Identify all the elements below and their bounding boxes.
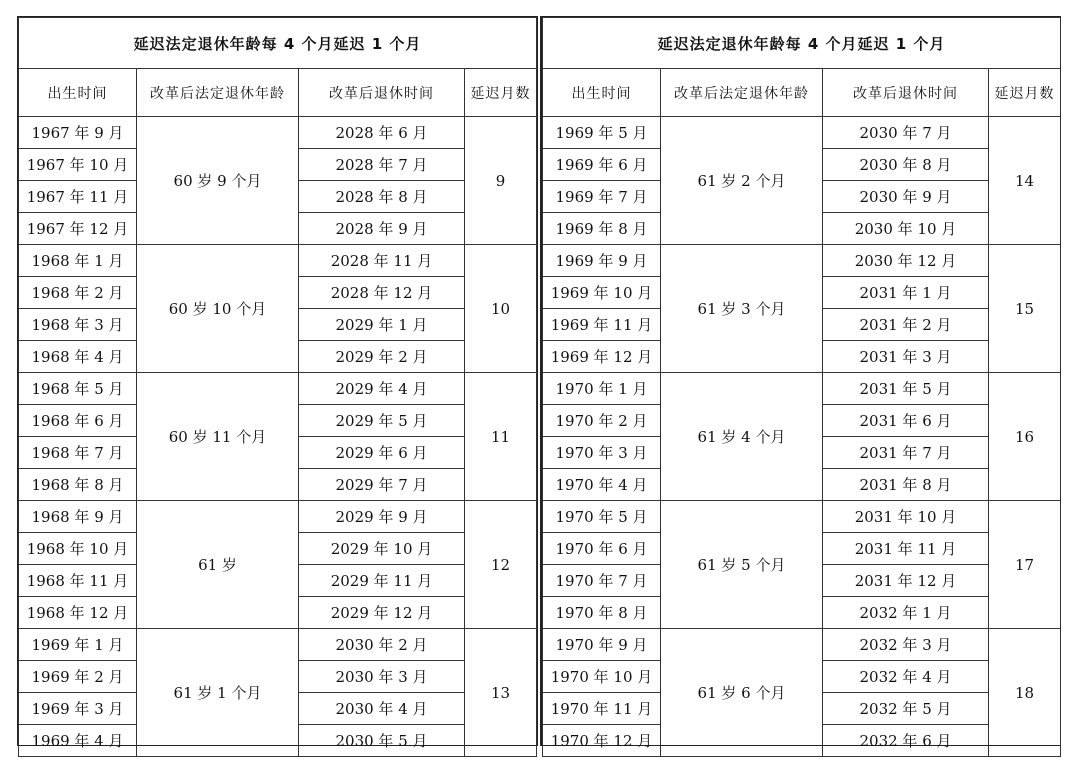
retirement-age-cell: 60 岁 10 个月 (137, 245, 299, 373)
birth-date-cell: 1968 年 1 月 (19, 245, 137, 277)
retirement-date-cell: 2031 年 1 月 (823, 277, 989, 309)
birth-date-cell: 1968 年 9 月 (19, 501, 137, 533)
birth-date-cell: 1967 年 12 月 (19, 213, 137, 245)
table-row (19, 501, 537, 533)
birth-date-cell: 1969 年 8 月 (543, 213, 661, 245)
birth-date-cell: 1969 年 12 月 (543, 341, 661, 373)
birth-date-cell: 1967 年 10 月 (19, 149, 137, 181)
delay-months-cell: 10 (465, 245, 537, 373)
delay-months-cell: 11 (465, 373, 537, 501)
retirement-age-cell: 61 岁 (137, 501, 299, 629)
table-row (19, 373, 537, 405)
birth-date-cell: 1968 年 2 月 (19, 277, 137, 309)
retirement-date-cell: 2029 年 5 月 (299, 405, 465, 437)
retirement-age-cell: 61 岁 6 个月 (661, 629, 823, 757)
retirement-date-cell: 2030 年 7 月 (823, 117, 989, 149)
birth-date-cell: 1970 年 7 月 (543, 565, 661, 597)
table-row (543, 245, 1061, 277)
retirement-date-cell: 2031 年 10 月 (823, 501, 989, 533)
retirement-table-right (541, 16, 1061, 750)
retirement-date-cell: 2032 年 3 月 (823, 629, 989, 661)
header-birth-date: 出生时间 (19, 69, 137, 117)
retirement-date-cell: 2031 年 8 月 (823, 469, 989, 501)
table-row (19, 245, 537, 277)
delay-months-cell: 18 (989, 629, 1061, 757)
retirement-date-cell: 2031 年 2 月 (823, 309, 989, 341)
retirement-date-cell: 2029 年 7 月 (299, 469, 465, 501)
birth-date-cell: 1969 年 6 月 (543, 149, 661, 181)
header-retirement-date: 改革后退休时间 (823, 69, 989, 117)
retirement-date-cell: 2031 年 7 月 (823, 437, 989, 469)
birth-date-cell: 1970 年 9 月 (543, 629, 661, 661)
retirement-date-cell: 2030 年 5 月 (299, 725, 465, 757)
birth-date-cell: 1968 年 6 月 (19, 405, 137, 437)
birth-date-cell: 1969 年 10 月 (543, 277, 661, 309)
birth-date-cell: 1968 年 5 月 (19, 373, 137, 405)
birth-date-cell: 1968 年 10 月 (19, 533, 137, 565)
retirement-date-cell: 2030 年 3 月 (299, 661, 465, 693)
table-row (543, 501, 1061, 533)
birth-date-cell: 1969 年 9 月 (543, 245, 661, 277)
birth-date-cell: 1970 年 10 月 (543, 661, 661, 693)
table-title: 延迟法定退休年龄每 4 个月延迟 1 个月 (543, 18, 1061, 69)
birth-date-cell: 1967 年 11 月 (19, 181, 137, 213)
delay-months-cell: 16 (989, 373, 1061, 501)
birth-date-cell: 1969 年 1 月 (19, 629, 137, 661)
birth-date-cell: 1970 年 4 月 (543, 469, 661, 501)
retirement-date-cell: 2030 年 12 月 (823, 245, 989, 277)
retirement-date-cell: 2028 年 11 月 (299, 245, 465, 277)
birth-date-cell: 1970 年 12 月 (543, 725, 661, 757)
header-birth-date: 出生时间 (543, 69, 661, 117)
retirement-age-cell: 61 岁 3 个月 (661, 245, 823, 373)
retirement-date-cell: 2032 年 1 月 (823, 597, 989, 629)
retirement-date-cell: 2030 年 2 月 (299, 629, 465, 661)
retirement-date-cell: 2032 年 4 月 (823, 661, 989, 693)
retirement-date-cell: 2028 年 9 月 (299, 213, 465, 245)
delay-months-cell: 12 (465, 501, 537, 629)
delay-months-cell: 15 (989, 245, 1061, 373)
birth-date-cell: 1969 年 3 月 (19, 693, 137, 725)
birth-date-cell: 1969 年 2 月 (19, 661, 137, 693)
birth-date-cell: 1967 年 9 月 (19, 117, 137, 149)
table-row (543, 373, 1061, 405)
retirement-date-cell: 2031 年 11 月 (823, 533, 989, 565)
retirement-date-cell: 2028 年 7 月 (299, 149, 465, 181)
header-retirement-age: 改革后法定退休年龄 (137, 69, 299, 117)
delay-months-cell: 13 (465, 629, 537, 757)
birth-date-cell: 1969 年 5 月 (543, 117, 661, 149)
birth-date-cell: 1968 年 12 月 (19, 597, 137, 629)
birth-date-cell: 1968 年 4 月 (19, 341, 137, 373)
retirement-date-cell: 2030 年 9 月 (823, 181, 989, 213)
retirement-date-cell: 2029 年 4 月 (299, 373, 465, 405)
retirement-age-cell: 61 岁 1 个月 (137, 629, 299, 757)
retirement-date-cell: 2028 年 8 月 (299, 181, 465, 213)
retirement-date-cell: 2031 年 6 月 (823, 405, 989, 437)
retirement-schedule-table (18, 17, 537, 757)
retirement-date-cell: 2029 年 10 月 (299, 533, 465, 565)
retirement-table-left (17, 16, 537, 750)
header-retirement-date: 改革后退休时间 (299, 69, 465, 117)
retirement-date-cell: 2028 年 6 月 (299, 117, 465, 149)
retirement-age-cell: 61 岁 5 个月 (661, 501, 823, 629)
birth-date-cell: 1968 年 3 月 (19, 309, 137, 341)
header-delay-months: 延迟月数 (465, 69, 537, 117)
birth-date-cell: 1968 年 8 月 (19, 469, 137, 501)
retirement-age-cell: 61 岁 2 个月 (661, 117, 823, 245)
birth-date-cell: 1970 年 11 月 (543, 693, 661, 725)
retirement-date-cell: 2030 年 10 月 (823, 213, 989, 245)
table-row (543, 629, 1061, 661)
retirement-date-cell: 2031 年 3 月 (823, 341, 989, 373)
retirement-date-cell: 2031 年 5 月 (823, 373, 989, 405)
table-row (19, 117, 537, 149)
birth-date-cell: 1970 年 8 月 (543, 597, 661, 629)
delay-months-cell: 14 (989, 117, 1061, 245)
birth-date-cell: 1969 年 11 月 (543, 309, 661, 341)
retirement-date-cell: 2028 年 12 月 (299, 277, 465, 309)
header-retirement-age: 改革后法定退休年龄 (661, 69, 823, 117)
delay-months-cell: 9 (465, 117, 537, 245)
birth-date-cell: 1970 年 5 月 (543, 501, 661, 533)
retirement-age-cell: 61 岁 4 个月 (661, 373, 823, 501)
retirement-age-cell: 60 岁 11 个月 (137, 373, 299, 501)
retirement-date-cell: 2031 年 12 月 (823, 565, 989, 597)
retirement-date-cell: 2032 年 6 月 (823, 725, 989, 757)
birth-date-cell: 1970 年 6 月 (543, 533, 661, 565)
birth-date-cell: 1970 年 2 月 (543, 405, 661, 437)
retirement-date-cell: 2029 年 12 月 (299, 597, 465, 629)
birth-date-cell: 1970 年 3 月 (543, 437, 661, 469)
table-row (19, 629, 537, 661)
retirement-date-cell: 2030 年 4 月 (299, 693, 465, 725)
table-row (543, 117, 1061, 149)
birth-date-cell: 1968 年 7 月 (19, 437, 137, 469)
birth-date-cell: 1969 年 4 月 (19, 725, 137, 757)
retirement-date-cell: 2030 年 8 月 (823, 149, 989, 181)
birth-date-cell: 1969 年 7 月 (543, 181, 661, 213)
birth-date-cell: 1968 年 11 月 (19, 565, 137, 597)
header-delay-months: 延迟月数 (989, 69, 1061, 117)
retirement-date-cell: 2032 年 5 月 (823, 693, 989, 725)
retirement-date-cell: 2029 年 1 月 (299, 309, 465, 341)
table-title: 延迟法定退休年龄每 4 个月延迟 1 个月 (19, 18, 537, 69)
birth-date-cell: 1970 年 1 月 (543, 373, 661, 405)
delay-months-cell: 17 (989, 501, 1061, 629)
retirement-date-cell: 2029 年 6 月 (299, 437, 465, 469)
retirement-age-cell: 60 岁 9 个月 (137, 117, 299, 245)
retirement-date-cell: 2029 年 2 月 (299, 341, 465, 373)
retirement-date-cell: 2029 年 11 月 (299, 565, 465, 597)
retirement-date-cell: 2029 年 9 月 (299, 501, 465, 533)
retirement-schedule-table (542, 17, 1061, 757)
